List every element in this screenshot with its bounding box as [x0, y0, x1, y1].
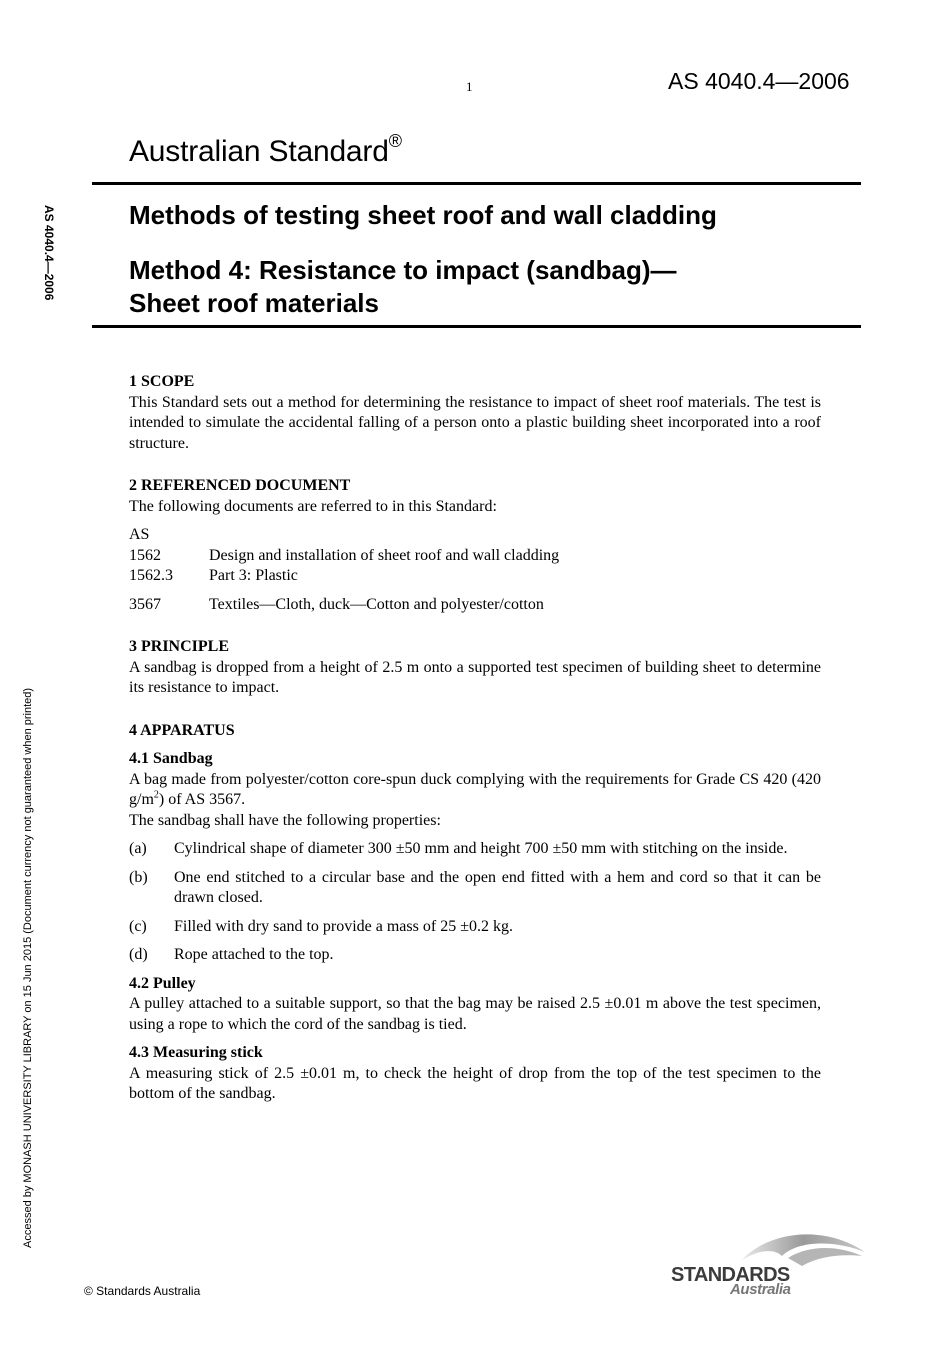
standard-code: AS 4040.4—2006 — [668, 68, 850, 94]
sandbag-text-after: ) of AS 3567. — [158, 791, 246, 808]
properties-intro: The sandbag shall have the following properties: — [129, 811, 441, 829]
method-title — [129, 254, 677, 320]
ref-item — [129, 595, 821, 616]
ref-title: Part 3: Plastic — [209, 567, 298, 584]
principle-text: A sandbag is dropped from a height of 2.5 m onto a supported test specimen of building sheet to determine its resistance to impact. — [129, 658, 821, 696]
copyright-footer: © Standards Australia — [84, 1284, 201, 1298]
ref-title: Design and installation of sheet roof and wall cladding — [209, 546, 560, 564]
brand-text: Australian Standard — [129, 135, 389, 168]
referenced-heading: 2 REFERENCED DOCUMENT — [129, 477, 351, 494]
scope-text: This Standard sets out a method for determining the resistance to impact of sheet roof materials. The test is intended to simulate the accidental falling of a person onto a plastic building sheet incorporated into a roof structure. — [129, 393, 821, 452]
brand-title — [129, 131, 402, 169]
sandbag-heading: 4.1 Sandbag — [129, 750, 213, 767]
scope-heading: 1 SCOPE — [129, 373, 195, 390]
method-title-line2: Sheet roof materials — [129, 288, 379, 318]
top-rule — [92, 182, 861, 185]
property-label: (c) — [129, 917, 147, 935]
ref-group: AS — [129, 526, 150, 543]
property-label: (d) — [129, 946, 148, 963]
bottom-rule — [92, 325, 861, 328]
registered-mark: ® — [388, 131, 402, 151]
logo-word-standards: STANDARDS — [671, 1264, 790, 1286]
stick-heading: 4.3 Measuring stick — [129, 1044, 263, 1061]
ref-title: Textiles—Cloth, duck—Cotton and polyester/cotton — [209, 595, 544, 613]
pulley-text: A pulley attached to a suitable support, so that the bag may be raised 2.5 ±0.01 m above the test specimen, using a rope to which the cord of the sandbag is tied. — [129, 995, 821, 1033]
property-item — [129, 839, 821, 860]
page-number: 1 — [466, 79, 473, 94]
access-note: Accessed by MONASH UNIVERSITY LIBRARY on 15 Jun 2015 (Document currency not guaranteed when printed) — [22, 687, 34, 1248]
ref-number: 1562.3 — [129, 567, 173, 584]
property-item — [129, 868, 821, 909]
side-standard-code: AS 4040.4—2006 — [42, 205, 56, 301]
method-title-line1: Method 4: Resistance to impact (sandbag)— — [129, 255, 677, 285]
property-text: Rope attached to the top. — [174, 946, 334, 963]
ref-item — [129, 566, 821, 587]
sandbag-superscript: 2 — [153, 789, 159, 801]
property-item — [129, 945, 821, 966]
property-text: Filled with dry sand to provide a mass of 25 ±0.2 kg. — [174, 917, 513, 935]
document-body — [129, 372, 821, 1105]
property-text: Cylindrical shape of diameter 300 ±50 mm and height 700 ±50 mm with stitching on the inside. — [174, 840, 788, 857]
document-title: Methods of testing sheet roof and wall cladding — [129, 200, 717, 230]
sandbag-text-before: A bag made from polyester/cotton core-spun duck complying with the requirements for Grade CS 420 (420 g/m — [129, 770, 821, 808]
property-item — [129, 917, 821, 938]
ref-item — [129, 546, 821, 567]
property-label: (a) — [129, 840, 147, 857]
apparatus-heading: 4 APPARATUS — [129, 721, 235, 739]
logo-word-australia: Australia — [730, 1281, 791, 1298]
ref-number: 3567 — [129, 595, 161, 613]
sandbag-text — [129, 770, 821, 811]
stick-text: A measuring stick of 2.5 ±0.01 m, to check the height of drop from the top of the test specimen to the bottom of the sandbag. — [129, 1064, 821, 1102]
referenced-intro: The following documents are referred to in this Standard: — [129, 497, 497, 515]
principle-heading: 3 PRINCIPLE — [129, 638, 230, 655]
property-text: One end stitched to a circular base and the open end fitted with a hem and cord so that it can be drawn closed. — [174, 868, 821, 906]
property-label: (b) — [129, 868, 148, 886]
pulley-heading: 4.2 Pulley — [129, 974, 196, 992]
ref-number: 1562 — [129, 546, 161, 564]
